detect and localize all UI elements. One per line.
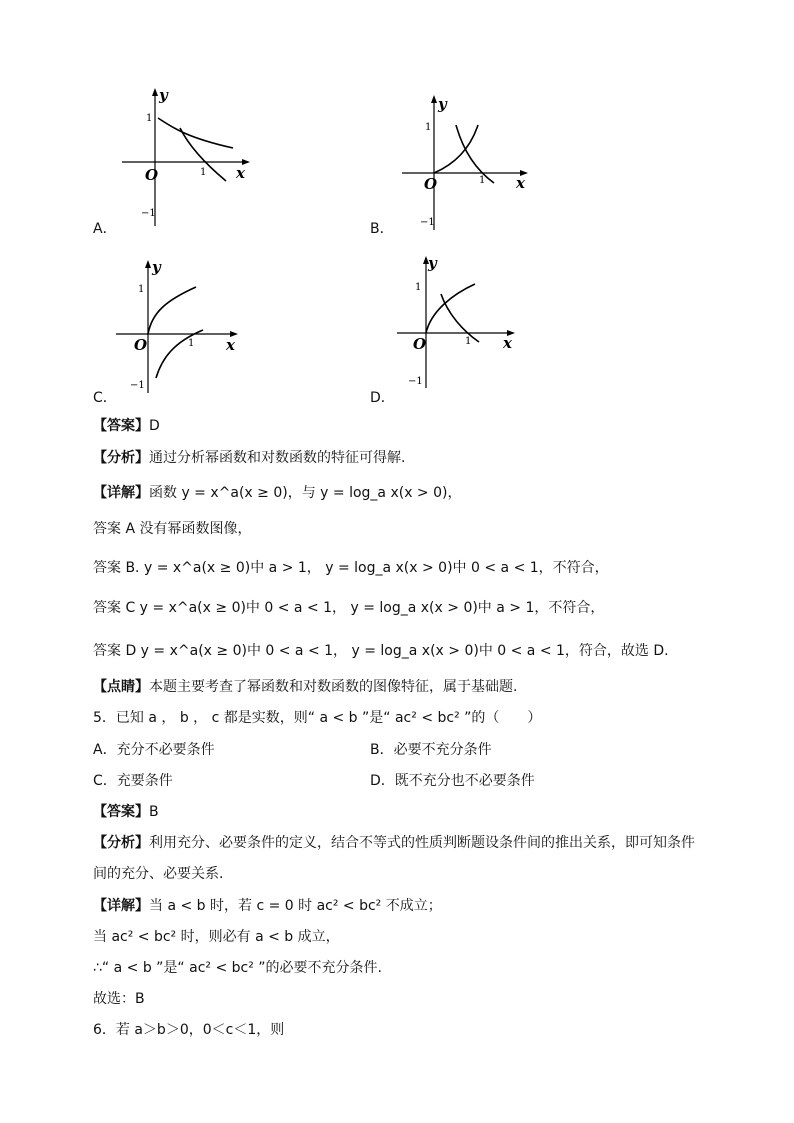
tick-one-y: 1 bbox=[415, 282, 422, 293]
origin-label: O bbox=[134, 336, 148, 354]
tick-neg-one: −1 bbox=[420, 217, 435, 228]
q4-line-a: 答案 A 没有幂函数图像， bbox=[93, 521, 252, 537]
x-label: x bbox=[236, 164, 245, 182]
exp-curve bbox=[158, 118, 233, 148]
tick-one-x: 1 bbox=[465, 336, 472, 347]
answer-tag: 【答案】 bbox=[93, 418, 149, 434]
q5-detail bbox=[93, 895, 442, 915]
graph-a-svg bbox=[118, 88, 253, 228]
tick-one-x: 1 bbox=[188, 338, 195, 349]
graph-d-svg bbox=[393, 256, 533, 391]
y-label: y bbox=[438, 95, 447, 113]
q5-answer bbox=[93, 801, 159, 821]
q5-option-a: A．充分不必要条件 bbox=[93, 742, 215, 758]
graph-d bbox=[393, 256, 533, 391]
power-curve bbox=[434, 125, 478, 173]
tick-one-y: 1 bbox=[138, 284, 145, 295]
q5-analysis-cont: 间的充分、必要关系. bbox=[93, 866, 224, 882]
y-arrow bbox=[145, 260, 151, 268]
answer-tag: 【答案】 bbox=[93, 804, 149, 820]
detail-text: 函数 y = x^a(x ≥ 0)，与 y = log_a x(x > 0)， bbox=[149, 485, 462, 501]
tick-one-x: 1 bbox=[200, 167, 207, 178]
q4-detail bbox=[93, 482, 461, 502]
y-arrow bbox=[431, 95, 437, 103]
q4-answer bbox=[93, 415, 160, 435]
power-curve bbox=[426, 284, 475, 333]
q4-analysis bbox=[93, 447, 405, 467]
comment-tag: 【点睛】 bbox=[93, 679, 149, 695]
detail-tag: 【详解】 bbox=[93, 898, 149, 914]
q5-stem: 5．已知 a ， b ， c 都是实数，则“ a < b ”是“ ac² < bc² ”的（ ） bbox=[93, 710, 542, 726]
graph-c bbox=[112, 260, 247, 395]
y-label: y bbox=[428, 254, 437, 272]
analysis-text: 通过分析幂函数和对数函数的特征可得解. bbox=[149, 450, 406, 466]
q4-line-d: 答案 D y = x^a(x ≥ 0)中 0 < a < 1， y = log_a x(x > 0)中 0 < a < 1，符合，故选 D. bbox=[93, 643, 669, 659]
q5-option-b: B．必要不充分条件 bbox=[370, 742, 492, 758]
q6-stem: 6．若 a＞b＞0，0＜c＜1，则 bbox=[93, 1022, 285, 1038]
graph-b-svg bbox=[398, 95, 538, 235]
q4-line-b: 答案 B. y = x^a(x ≥ 0)中 a > 1， y = log_a x(x > 0)中 0 < a < 1，不符合， bbox=[93, 560, 609, 576]
power-curve bbox=[148, 287, 196, 334]
q5-analysis bbox=[93, 832, 695, 852]
detail-text: 当 a < b 时，若 c = 0 时 ac² < bc² 不成立； bbox=[149, 898, 442, 914]
graph-c-svg bbox=[112, 260, 247, 395]
tick-one-y: 1 bbox=[425, 122, 432, 133]
y-label: y bbox=[152, 258, 161, 276]
x-label: x bbox=[226, 336, 235, 354]
q4-line-c: 答案 C y = x^a(x ≥ 0)中 0 < a < 1， y = log_a x(x > 0)中 a > 1，不符合， bbox=[93, 600, 605, 616]
tick-neg-one: −1 bbox=[141, 208, 156, 219]
q5-detail-4: 故选：B bbox=[93, 991, 145, 1007]
origin-label: O bbox=[413, 335, 427, 353]
graph-a bbox=[118, 88, 253, 228]
q5-detail-2: 当 ac² < bc² 时，则必有 a < b 成立， bbox=[93, 929, 340, 945]
detail-tag: 【详解】 bbox=[93, 485, 149, 501]
origin-label: O bbox=[424, 175, 438, 193]
answer-value: B bbox=[149, 804, 159, 820]
graph-b bbox=[398, 95, 538, 235]
answer-value: D bbox=[149, 418, 160, 434]
tick-one-x: 1 bbox=[479, 175, 486, 186]
analysis-tag: 【分析】 bbox=[93, 835, 149, 851]
graph-a-label: A． bbox=[93, 221, 117, 237]
q5-option-c: C．充要条件 bbox=[93, 773, 173, 789]
q5-detail-3: ∴“ a < b ”是“ ac² < bc² ”的必要不充分条件. bbox=[93, 960, 382, 976]
tick-neg-one: −1 bbox=[130, 380, 145, 391]
x-label: x bbox=[503, 334, 512, 352]
comment-text: 本题主要考查了幂函数和对数函数的图像特征，属于基础题. bbox=[149, 679, 518, 695]
q5-option-d: D．既不充分也不必要条件 bbox=[370, 773, 535, 789]
x-label: x bbox=[516, 174, 525, 192]
origin-label: O bbox=[145, 166, 159, 184]
graph-c-label: C． bbox=[93, 390, 117, 406]
graph-d-label: D． bbox=[370, 390, 395, 406]
analysis-tag: 【分析】 bbox=[93, 450, 149, 466]
graph-b-label: B． bbox=[370, 221, 394, 237]
log-curve bbox=[156, 330, 203, 378]
y-arrow bbox=[152, 88, 158, 96]
analysis-text: 利用充分、必要条件的定义，结合不等式的性质判断题设条件间的推出关系，即可知条件 bbox=[149, 835, 695, 851]
tick-neg-one: −1 bbox=[408, 376, 423, 387]
q4-comment bbox=[93, 676, 517, 696]
tick-one-y: 1 bbox=[146, 113, 153, 124]
y-label: y bbox=[159, 86, 168, 104]
